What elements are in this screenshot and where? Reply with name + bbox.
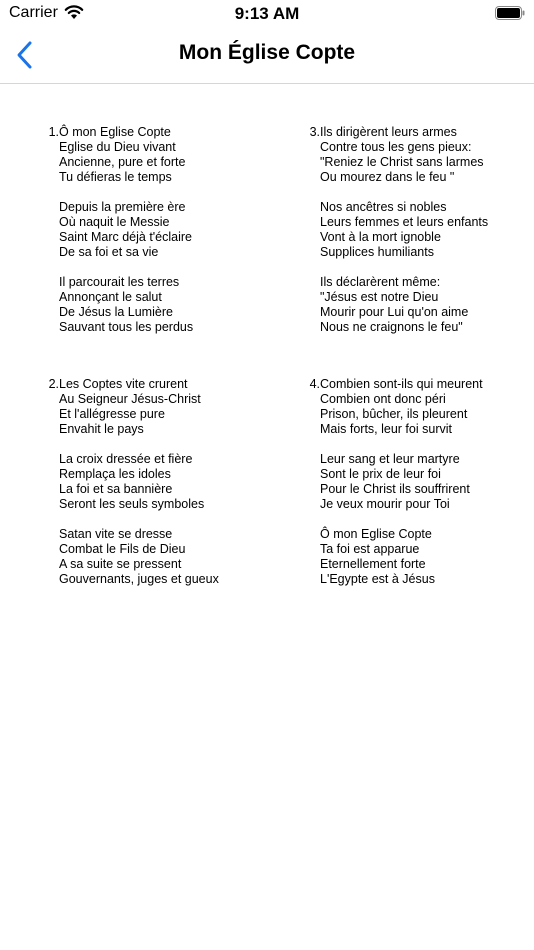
verse-line: Vont à la mort ignoble	[320, 230, 441, 245]
verse-line: Remplaça les idoles	[59, 466, 171, 481]
verse-line: De sa foi et sa vie	[59, 245, 159, 260]
verse-line: Prison, bûcher, ils pleurent	[320, 407, 468, 422]
verse-line: Pour le Christ ils souffrirent	[320, 482, 470, 497]
stanza-lines	[320, 377, 483, 602]
verse-paragraph	[320, 275, 488, 335]
page-title: Mon Église Copte	[178, 41, 356, 64]
stanza-lines	[59, 125, 193, 350]
verse-line: Gouvernants, juges et gueux	[59, 572, 219, 587]
verse-line: Ô mon Eglise Copte	[320, 526, 432, 541]
verse-line: Satan vite se dresse	[59, 526, 173, 541]
verse-paragraph	[320, 452, 483, 512]
verse-line: Seront les seuls symboles	[59, 497, 205, 512]
navigation-bar	[0, 28, 534, 84]
verse-line: Il parcourait les terres	[59, 274, 180, 289]
stanza-number: 1.	[48, 125, 59, 139]
verse-paragraph	[59, 125, 193, 185]
verse-paragraph	[59, 377, 219, 437]
verse-line: Combat le Fils de Dieu	[59, 541, 186, 556]
verse-line: A sa suite se pressent	[59, 556, 182, 571]
carrier-label: Carrier	[9, 4, 58, 21]
verse-line: Au Seigneur Jésus-Christ	[59, 392, 201, 407]
battery-icon	[495, 6, 525, 20]
verse-paragraph	[59, 527, 219, 587]
verse-paragraph	[320, 200, 488, 260]
verse-line: Tu défieras le temps	[59, 170, 172, 185]
stanza-number: 3.	[309, 125, 320, 139]
stanza-number: 2.	[48, 377, 59, 391]
stanza-number: 4.	[309, 377, 320, 391]
verse-paragraph	[59, 452, 219, 512]
verse-line: Mais forts, leur foi survit	[320, 422, 452, 437]
verse-line: Saint Marc déjà t'éclaire	[59, 230, 193, 245]
verse-line: Où naquit le Messie	[59, 214, 170, 229]
verse-paragraph	[59, 275, 193, 335]
verse-line: Sauvant tous les perdus	[59, 320, 194, 335]
verse-line: Ô mon Eglise Copte	[59, 125, 171, 139]
verse-line: Combien sont-ils qui meurent	[320, 377, 483, 391]
verse-line: Depuis la première ère	[59, 199, 186, 214]
verse-line: "Reniez le Christ sans larmes	[320, 155, 484, 170]
stanza-lines	[59, 377, 219, 602]
verse-paragraph	[320, 527, 483, 587]
verse-line: Ancienne, pure et forte	[59, 155, 186, 170]
verse-line: Eglise du Dieu vivant	[59, 140, 176, 155]
verse-line: Ta foi est apparue	[320, 541, 420, 556]
verse-line: Supplices humiliants	[320, 245, 434, 260]
verse-line: L'Egypte est à Jésus	[320, 572, 435, 587]
verse-line: Ils déclarèrent même:	[320, 274, 441, 289]
verse-line: Envahit le pays	[59, 422, 144, 437]
verse-paragraph	[320, 377, 483, 437]
verse-line: "Jésus est notre Dieu	[320, 289, 439, 304]
verse-line: Leur sang et leur martyre	[320, 451, 460, 466]
verse-line: Leurs femmes et leurs enfants	[320, 214, 489, 229]
lyrics-content	[0, 84, 534, 950]
verse-line: Sont le prix de leur foi	[320, 466, 441, 481]
verse-line: De Jésus la Lumière	[59, 304, 173, 319]
status-bar	[0, 0, 534, 28]
verse-line: Mourir pour Lui qu'on aime	[320, 304, 469, 319]
verse-line: La croix dressée et fière	[59, 451, 193, 466]
verse-line: Eternellement forte	[320, 556, 426, 571]
verse-line: Et l'allégresse pure	[59, 407, 165, 422]
clock: 9:13 AM	[234, 4, 300, 23]
verse-line: Contre tous les gens pieux:	[320, 140, 472, 155]
verse-line: Nous ne craignons le feu"	[320, 320, 463, 335]
verse-line: Je veux mourir pour Toi	[320, 497, 450, 512]
stanza-lines	[320, 125, 488, 350]
verse-line: Annonçant le salut	[59, 289, 162, 304]
verse-line: Nos ancêtres si nobles	[320, 199, 447, 214]
verse-line: Ou mourez dans le feu "	[320, 170, 455, 185]
verse-line: La foi et sa bannière	[59, 482, 173, 497]
verse-paragraph	[59, 200, 193, 260]
verse-line: Les Coptes vite crurent	[59, 377, 188, 391]
verse-line: Combien ont donc péri	[320, 392, 446, 407]
verse-line: Ils dirigèrent leurs armes	[320, 125, 457, 139]
verse-paragraph	[320, 125, 488, 185]
